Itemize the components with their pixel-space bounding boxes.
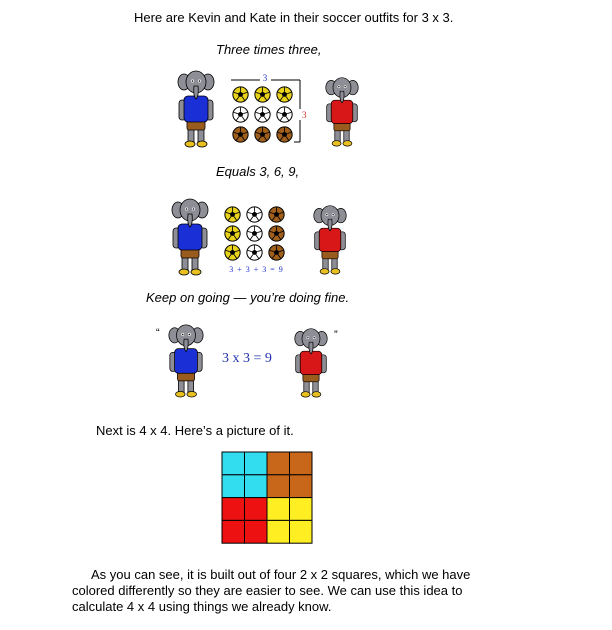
paragraph-line-3: calculate 4 x 4 using things we already know. <box>72 599 332 614</box>
soccer-ball-icon <box>225 245 240 260</box>
next-text: Next is 4 x 4. Here’s a picture of it. <box>96 423 294 438</box>
soccer-ball-icon <box>255 87 270 102</box>
sum-label: 3 + 3 + 3 = 9 <box>229 265 283 274</box>
kevin-figure-icon <box>172 199 208 275</box>
grid-cell <box>245 498 268 521</box>
paragraph-line-2: colored differently so they are easier to see. We can use this idea to <box>72 583 463 598</box>
grid-cell <box>245 452 268 475</box>
soccer-ball-icon <box>255 107 270 122</box>
soccer-ball-icon <box>277 107 292 122</box>
bracket-top-label: 3 <box>262 73 268 83</box>
paragraph-line-1: As you can see, it is built out of four 2 x 2 squares, which we have <box>91 567 471 582</box>
grid-cell <box>290 475 313 498</box>
grid-cell <box>222 475 245 498</box>
grid-cell <box>290 498 313 521</box>
equation-label: 3 x 3 = 9 <box>222 351 272 366</box>
kevin-figure-icon <box>169 325 203 397</box>
grid-4x4 <box>221 451 313 544</box>
verse-line-2: Equals 3, 6, 9, <box>216 164 300 179</box>
grid-cell <box>222 498 245 521</box>
grid-cell <box>290 520 313 543</box>
soccer-ball-icon <box>277 87 292 102</box>
kate-figure-icon <box>326 78 358 146</box>
soccer-ball-icon <box>233 87 248 102</box>
figure-3x3-bracket <box>176 66 366 150</box>
soccer-ball-icon <box>233 127 248 142</box>
quote-right: ” <box>334 329 338 341</box>
quote-left: “ <box>156 327 160 339</box>
soccer-ball-icon <box>233 107 248 122</box>
grid-cell <box>290 452 313 475</box>
verse-line-3: Keep on going — you’re doing fine. <box>146 290 350 305</box>
figure-3x3-sum <box>170 196 360 278</box>
soccer-ball-icon <box>277 127 292 142</box>
soccer-ball-icon <box>225 207 240 222</box>
figure-equation <box>154 320 350 400</box>
soccer-ball-icon <box>247 207 262 222</box>
kevin-figure-icon <box>178 71 214 147</box>
soccer-ball-icon <box>225 226 240 241</box>
soccer-ball-icon <box>247 226 262 241</box>
grid-cell <box>222 452 245 475</box>
grid-cell <box>245 475 268 498</box>
grid-cell <box>222 520 245 543</box>
bracket-side-label: 3 <box>302 110 307 120</box>
grid-cell <box>267 498 290 521</box>
kate-figure-icon <box>295 329 327 397</box>
verse-line-1: Three times three, <box>216 42 322 57</box>
grid-cell <box>267 520 290 543</box>
kate-figure-icon <box>314 206 346 274</box>
soccer-ball-icon <box>255 127 270 142</box>
grid-cell <box>245 520 268 543</box>
soccer-ball-icon <box>269 226 284 241</box>
grid-cell <box>267 452 290 475</box>
soccer-ball-icon <box>247 245 262 260</box>
soccer-ball-icon <box>269 245 284 260</box>
grid-cell <box>267 475 290 498</box>
intro-text: Here are Kevin and Kate in their soccer outfits for 3 x 3. <box>134 10 454 25</box>
soccer-ball-icon <box>269 207 284 222</box>
